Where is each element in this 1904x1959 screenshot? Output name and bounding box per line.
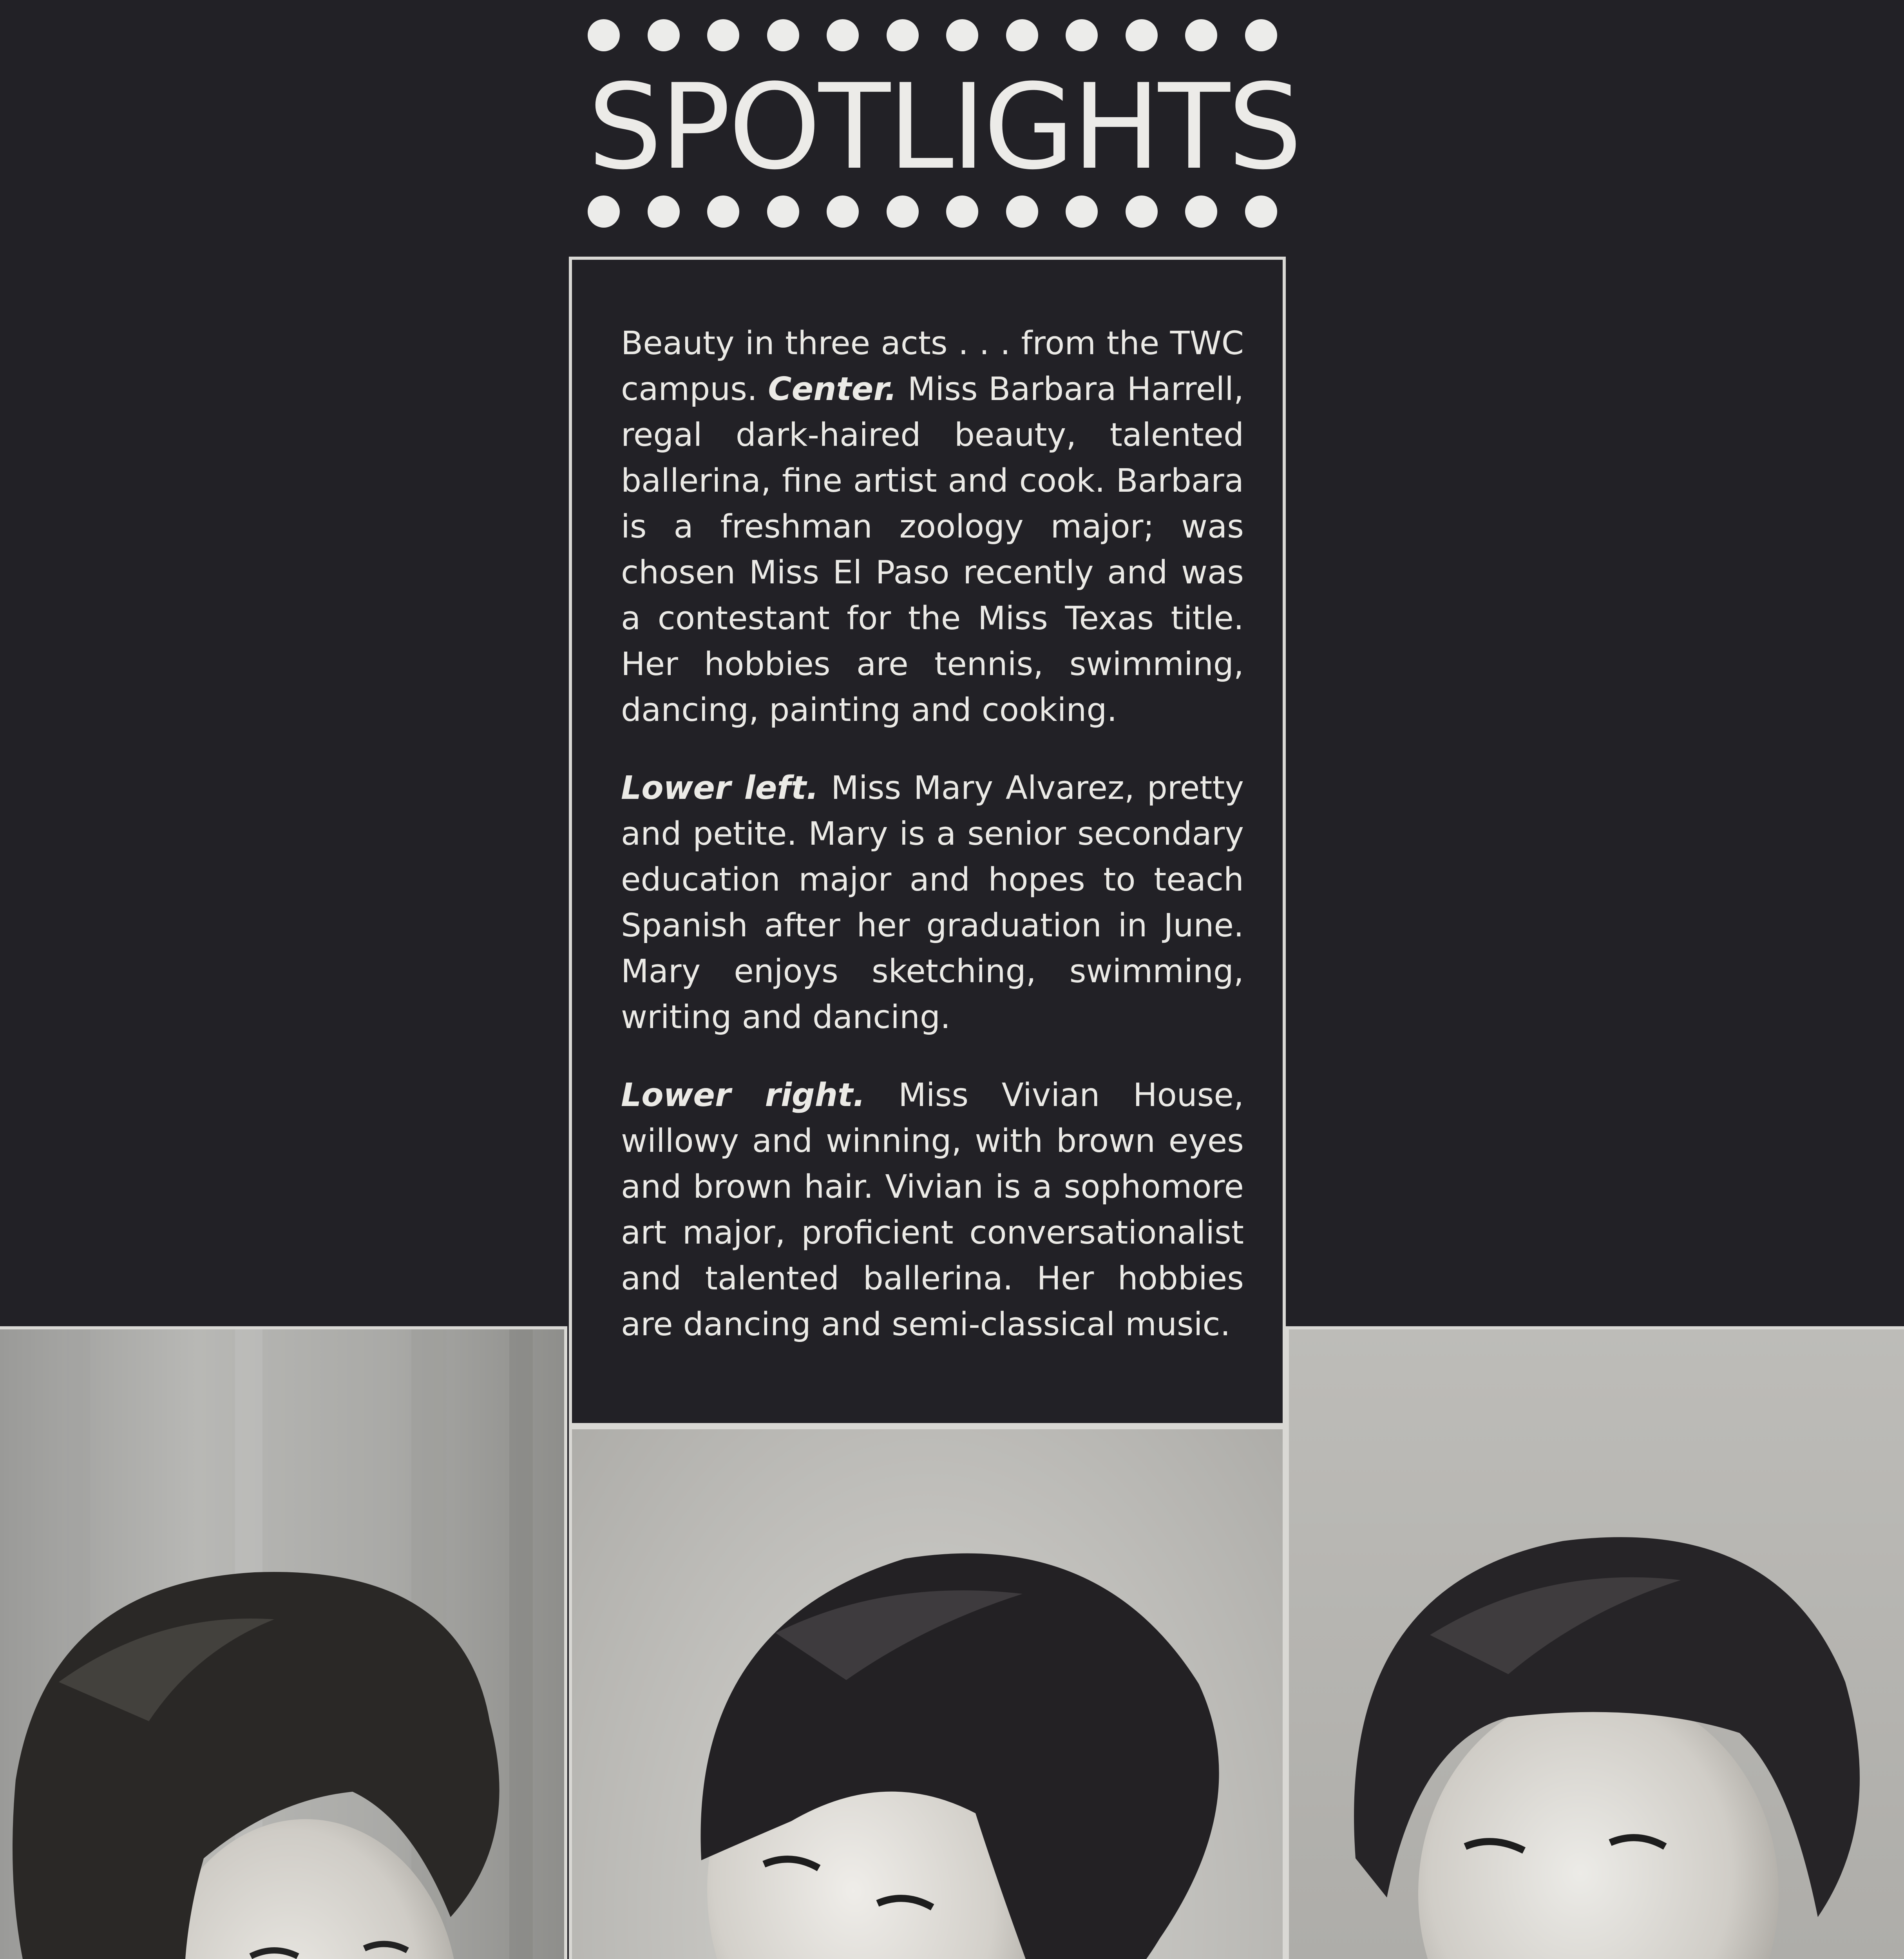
- dot: [1066, 196, 1098, 228]
- dot: [1185, 196, 1217, 228]
- dot: [588, 196, 620, 228]
- dot: [1066, 19, 1098, 51]
- dot: [887, 19, 919, 51]
- paragraph-lower-right: [621, 1072, 1244, 1347]
- dot: [648, 19, 680, 51]
- dot: [1245, 196, 1277, 228]
- lower-right-description: Miss Vivian House, willowy and winning, with brown eyes and brown hair. Vivian is a sophomore art major, proficient conversationalist and talented ballerina. Her hobbies are dancing and semi-classical music.: [621, 1077, 1244, 1343]
- intro-text: Beauty in three acts . . . from the TWC campus.: [621, 325, 1244, 408]
- dot: [767, 196, 799, 228]
- dot: [1245, 19, 1277, 51]
- dot: [1006, 196, 1038, 228]
- dot: [1185, 19, 1217, 51]
- dot: [946, 196, 978, 228]
- dot: [707, 19, 739, 51]
- dot: [887, 196, 919, 228]
- lower-left-description: Miss Mary Alvarez, pretty and petite. Mary is a senior secondary education major and hopes to teach Spanish after her graduation in June. Mary enjoys sketching, swimming, writing and dancing.: [621, 769, 1244, 1036]
- photo-mary-alvarez: [0, 1326, 567, 1959]
- dot: [588, 19, 620, 51]
- photo-barbara-harrell: [569, 1426, 1286, 1959]
- marquee-dots-bottom: [588, 192, 1277, 231]
- caption-text: [621, 320, 1244, 1380]
- dot: [946, 19, 978, 51]
- center-label: Center.: [768, 371, 897, 408]
- lower-right-label: Lower right.: [621, 1077, 865, 1114]
- paragraph-lower-left: [621, 765, 1244, 1040]
- dot: [827, 19, 859, 51]
- dot: [707, 196, 739, 228]
- paragraph-center: [621, 320, 1244, 733]
- caption-box: [569, 257, 1286, 1426]
- dot: [827, 196, 859, 228]
- dot: [1126, 196, 1158, 228]
- marquee-dots-top: [588, 16, 1277, 55]
- portrait-left-image: [0, 1329, 564, 1959]
- photo-vivian-house: [1286, 1326, 1904, 1959]
- portrait-center-image: [572, 1429, 1283, 1959]
- page-title: SPOTLIGHTS: [588, 59, 1300, 196]
- dot: [1126, 19, 1158, 51]
- dot: [1006, 19, 1038, 51]
- dot: [767, 19, 799, 51]
- center-description: Miss Barbara Harrell, regal dark-haired beauty, talented ballerina, fine artist and cook. Barbara is a freshman zoology major; was chosen Miss El Paso recently and was a contestant for the Miss Texas title. Her hobbies are tennis, swimming, dancing, painting and cooking.: [621, 371, 1244, 729]
- lower-left-label: Lower left.: [621, 769, 819, 807]
- dot: [648, 196, 680, 228]
- portrait-right-image: [1289, 1329, 1904, 1959]
